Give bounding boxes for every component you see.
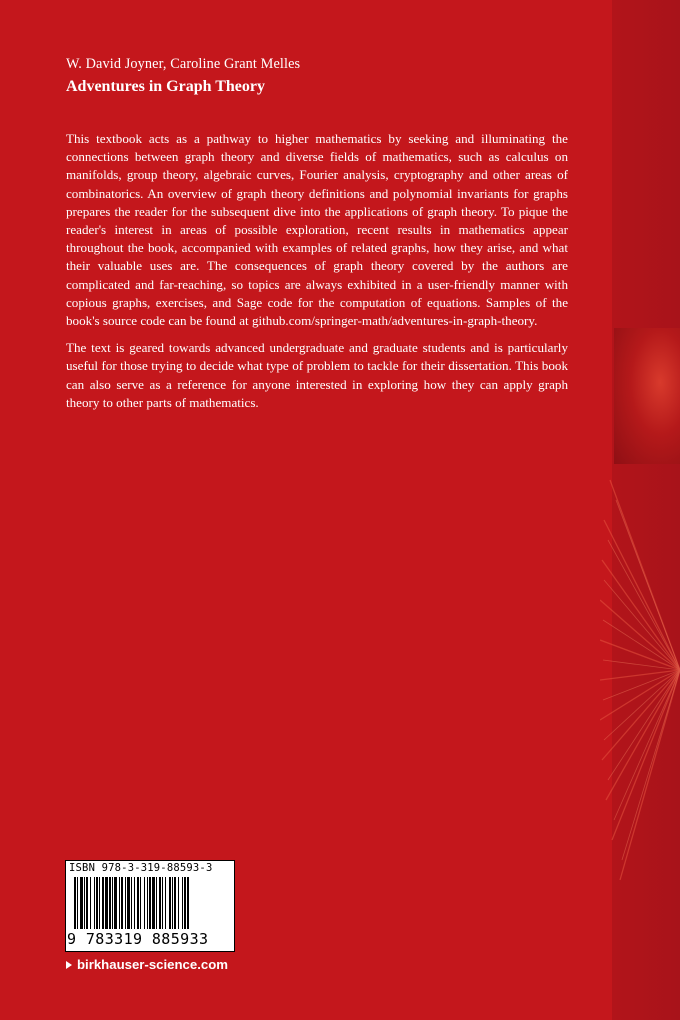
book-title: Adventures in Graph Theory (66, 78, 265, 95)
isbn-barcode (65, 860, 235, 952)
book-description (66, 130, 568, 421)
description-paragraph: This textbook acts as a pathway to higher mathematics by seeking and illuminating the connections between graph theory and diverse fields of mathematics, such as calculus on manifolds, group theory, algebraic curves, Fourier analysis, cryptography and other areas of combinatorics. An overview of graph theory definitions and polynomial invariants for graphs prepares the reader for the subsequent dive into the applications of graph theory. To pique the reader's interest in areas of possible exploration, recent results in mathematics appear throughout the book, accompanied with examples of related graphs, how they arise, and what their valuable uses are. The consequences of graph theory covered by the authors are complicated and far-reaching, so topics are always exhibited in a user-friendly manner with copious graphs, exercises, and Sage code for the computation of equations. Samples of the book's source code can be found at github.com/springer-math/adventures-in-graph-theory. (66, 131, 568, 329)
description-paragraph: The text is geared towards advanced undergraduate and graduate students and is particularly useful for those trying to decide what type of problem to tackle for their dissertation. This book can also serve as a reference for anyone interested in exploring how they can apply graph theory to other parts of mathematics. (66, 340, 568, 410)
ean-digits: 9 783319 885933 (67, 930, 209, 948)
publisher-website-label: birkhauser-science.com (77, 957, 228, 972)
play-arrow-icon (66, 961, 72, 969)
decorative-burst-graphic (600, 440, 680, 900)
publisher-website[interactable] (66, 957, 228, 972)
isbn-label: ISBN 978-3-319-88593-3 (69, 862, 213, 874)
barcode-bars (74, 877, 228, 929)
book-authors: W. David Joyner, Caroline Grant Melles (66, 56, 301, 72)
